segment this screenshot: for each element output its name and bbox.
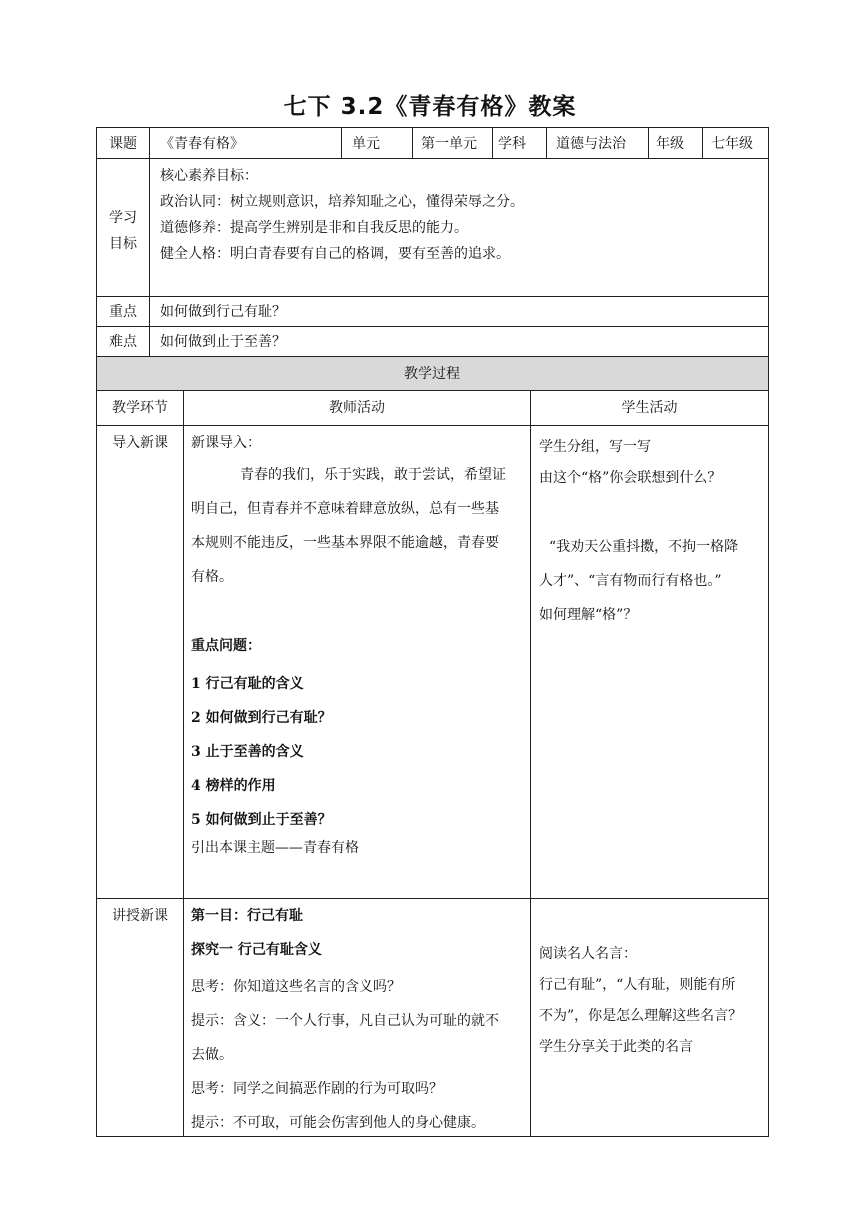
lecture-student-line: 不为”，你是怎么理解这些名言？ [539, 1008, 743, 1024]
intro-stage: 导入新课 [112, 435, 168, 451]
table-line [546, 127, 547, 159]
table-line [702, 127, 703, 159]
intro-student-line: 学生分组，写一写 [539, 439, 651, 455]
table-line [96, 326, 769, 327]
header-subject-value: 《青春有格》 [160, 136, 244, 152]
table-line [341, 127, 342, 159]
goals-label-line: 目标 [109, 236, 137, 252]
table-line [149, 127, 150, 357]
process-heading: 教学过程 [404, 366, 460, 382]
key-point-label: 重点 [109, 304, 137, 320]
key-question-item: 5 如何做到止于至善？ [191, 812, 332, 828]
table-border-top [96, 127, 769, 128]
lecture-student-line: 学生分享关于此类的名言 [539, 1039, 693, 1055]
key-questions-title: 重点问题： [191, 638, 261, 654]
lecture-teacher-line: 提示：含义：一个人行事，凡自己认为可耻的就不 [191, 1013, 499, 1029]
document-title: 七下 3.2《青春有格》教案 [283, 94, 577, 120]
column-stage: 教学环节 [112, 400, 168, 416]
intro-student-line: “我劝天公重抖擞，不拘一格降 [549, 539, 739, 555]
key-question-item: 4 榜样的作用 [191, 778, 276, 794]
intro-paragraph-line: 明自己，但青春并不意味着肆意放纵，总有一些基 [191, 501, 499, 517]
goals-label [97, 205, 149, 257]
table-line [183, 390, 184, 1137]
intro-student-a [539, 432, 767, 494]
table-line [96, 356, 769, 357]
table-line [412, 127, 413, 159]
lecture-teacher-line: 去做。 [191, 1047, 233, 1063]
key-point-text: 如何做到行己有耻？ [160, 304, 286, 320]
lecture-teacher-line: 思考：你知道这些名言的含义吗？ [191, 979, 401, 995]
intro-closing: 引出本课主题——青春有格 [191, 840, 359, 856]
table-line [648, 127, 649, 159]
table-border-right [768, 127, 769, 1137]
header-course-value: 道德与法治 [556, 136, 626, 152]
header-unit-label: 单元 [352, 136, 380, 152]
lecture-teacher-line: 思考：同学之间搞恶作剧的行为可取吗？ [191, 1081, 443, 1097]
intro-paragraph-line: 有格。 [191, 569, 233, 585]
header-grade-value: 七年级 [711, 136, 753, 152]
table-border-left [96, 127, 97, 1137]
goals-label-line: 学习 [109, 210, 137, 226]
key-question-item: 1 行己有耻的含义 [191, 676, 304, 692]
column-teacher: 教师活动 [329, 400, 385, 416]
header-unit-value: 第一单元 [421, 136, 477, 152]
intro-student-b [539, 530, 767, 632]
lecture-teacher-line: 提示：不可取，可能会伤害到他人的身心健康。 [191, 1115, 485, 1131]
goals-line: 政治认同：树立规则意识，培养知耻之心，懂得荣辱之分。 [160, 194, 524, 210]
table-line [530, 390, 531, 1137]
column-student: 学生活动 [621, 400, 678, 416]
lecture-student-content [539, 939, 767, 1063]
intro-student-line: 由这个“格”你会联想到什么？ [539, 470, 722, 486]
header-grade-label: 年级 [656, 136, 684, 152]
intro-paragraph-line: 青春的我们，乐于实践，敢于尝试，希望证 [240, 467, 506, 483]
intro-teacher-heading: 新课导入： [191, 435, 261, 451]
intro-teacher-paragraph [191, 458, 527, 594]
intro-paragraph-line: 本规则不能违反，一些基本界限不能逾越，青春要 [191, 535, 499, 551]
goals-line: 健全人格：明白青春要有自己的格调，要有至善的追求。 [160, 246, 510, 262]
intro-student-line: 人才”、“言有物而行有格也。” [539, 573, 722, 589]
lecture-explore-title: 探究一 行己有耻含义 [191, 942, 322, 958]
intro-student-line: 如何理解“格”？ [539, 607, 638, 623]
key-question-item: 2 如何做到行己有耻？ [191, 710, 332, 726]
lecture-teacher-content [191, 970, 527, 1140]
goals-content [160, 163, 765, 267]
lecture-section-title: 第一目：行己有耻 [191, 908, 303, 924]
lecture-student-line: 行己有耻”，“人有耻，则能有所 [539, 977, 736, 993]
key-question-item: 3 止于至善的含义 [191, 744, 304, 760]
lecture-student-line: 阅读名人名言： [539, 946, 637, 962]
table-line [96, 425, 769, 426]
header-course-label: 学科 [498, 136, 526, 152]
key-questions-list [191, 667, 527, 837]
table-line [96, 898, 769, 899]
lecture-stage: 讲授新课 [112, 908, 168, 924]
table-line [96, 158, 769, 159]
goals-line: 道德修养：提高学生辨别是非和自我反思的能力。 [160, 220, 468, 236]
table-line [96, 390, 769, 391]
header-subject-label: 课题 [109, 136, 137, 152]
difficult-point-label: 难点 [109, 334, 137, 350]
table-line [96, 296, 769, 297]
goals-line: 核心素养目标： [160, 168, 258, 184]
difficult-point-text: 如何做到止于至善？ [160, 334, 286, 350]
